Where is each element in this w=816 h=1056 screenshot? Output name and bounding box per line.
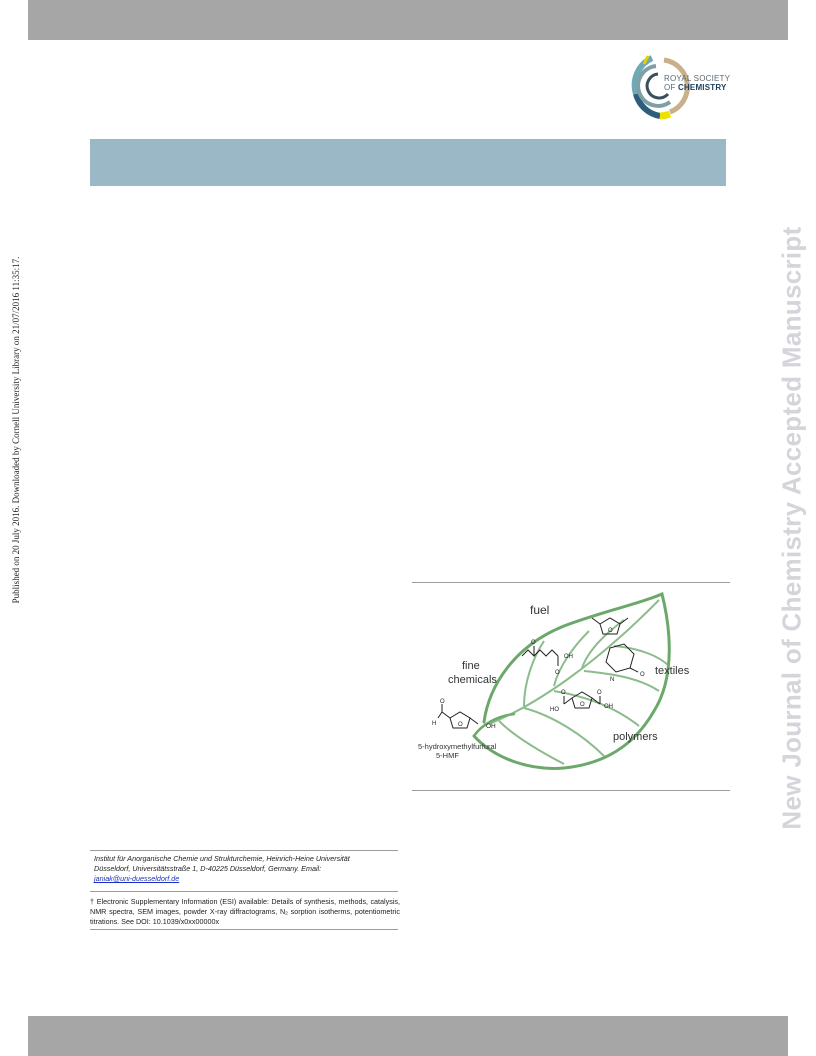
rsc-line2: OF CHEMISTRY <box>664 83 727 92</box>
label-polymers: polymers <box>613 731 658 743</box>
footnote-esi: † Electronic Supplementary Information (ESI) available: Details of synthesis, methods, catalysis, NMR spectra, SEM images, powder X-ray diffractograms, N₂ sorption isotherms, potentiometric titrations. See DOI: 10.1039/x0xx00000x <box>90 897 400 926</box>
label-chemicals: chemicals <box>448 674 497 686</box>
hmf-leaf-figure <box>414 586 730 788</box>
atom-o-levulinic-acid: O <box>555 670 560 676</box>
label-textiles: textiles <box>655 665 690 677</box>
atom-nh-caprolactam: N <box>610 677 615 683</box>
label-fine: fine <box>462 660 480 672</box>
label-hmf-abbr: 5-HMF <box>436 751 459 760</box>
footnote-affiliation <box>94 854 398 884</box>
affil-line2: Düsseldorf, Universitätsstraße 1, D-40225 Düsseldorf, Germany. Email: <box>94 864 322 873</box>
affil-email-link[interactable]: janiak@uni-duesseldorf.de <box>94 874 180 883</box>
atom-o-hmf: O <box>440 699 445 705</box>
atom-o-ring-hmf: O <box>458 722 463 728</box>
figure-top-rule <box>412 582 730 583</box>
affil-line1: Institut für Anorganische Chemie und Strukturchemie, Heinrich-Heine Universität <box>94 854 350 863</box>
rsc-logo-text <box>664 74 730 92</box>
atom-oh-hmf: OH <box>486 723 496 730</box>
rsc-line3: CHEMISTRY <box>677 83 727 92</box>
header-bar <box>28 0 788 40</box>
atom-oh-levulinic: OH <box>564 654 573 660</box>
journal-watermark: New Journal of Chemistry Accepted Manuscript <box>776 226 807 830</box>
figure-bottom-rule <box>412 790 730 791</box>
footer-bar <box>28 1016 788 1056</box>
label-hmf-name: 5-hydroxymethylfurfural <box>418 742 497 751</box>
atom-o-levulinic: O <box>531 640 536 646</box>
atom-o-dmf: O <box>608 628 613 634</box>
published-note: Published on 20 July 2016. Downloaded by Cornell University Library on 21/07/2016 11:35:17. <box>11 256 21 604</box>
title-band <box>90 139 726 186</box>
atom-oh-fdca: OH <box>604 704 613 710</box>
footnote-top-rule <box>90 850 398 851</box>
atom-h-hmf: H <box>432 721 437 727</box>
atom-o-caprolactam: O <box>640 672 645 678</box>
atom-o-fdca-right: O <box>597 690 602 696</box>
atom-ho-fdca: HO <box>550 707 559 713</box>
label-fuel: fuel <box>530 603 550 617</box>
rsc-line1: ROYAL SOCIETY <box>664 74 731 83</box>
atom-o-fdca-left: O <box>561 690 566 696</box>
footnote-separator <box>90 891 398 892</box>
footnote-bottom-rule <box>90 929 398 930</box>
atom-o-fdca-ring: O <box>580 702 585 708</box>
